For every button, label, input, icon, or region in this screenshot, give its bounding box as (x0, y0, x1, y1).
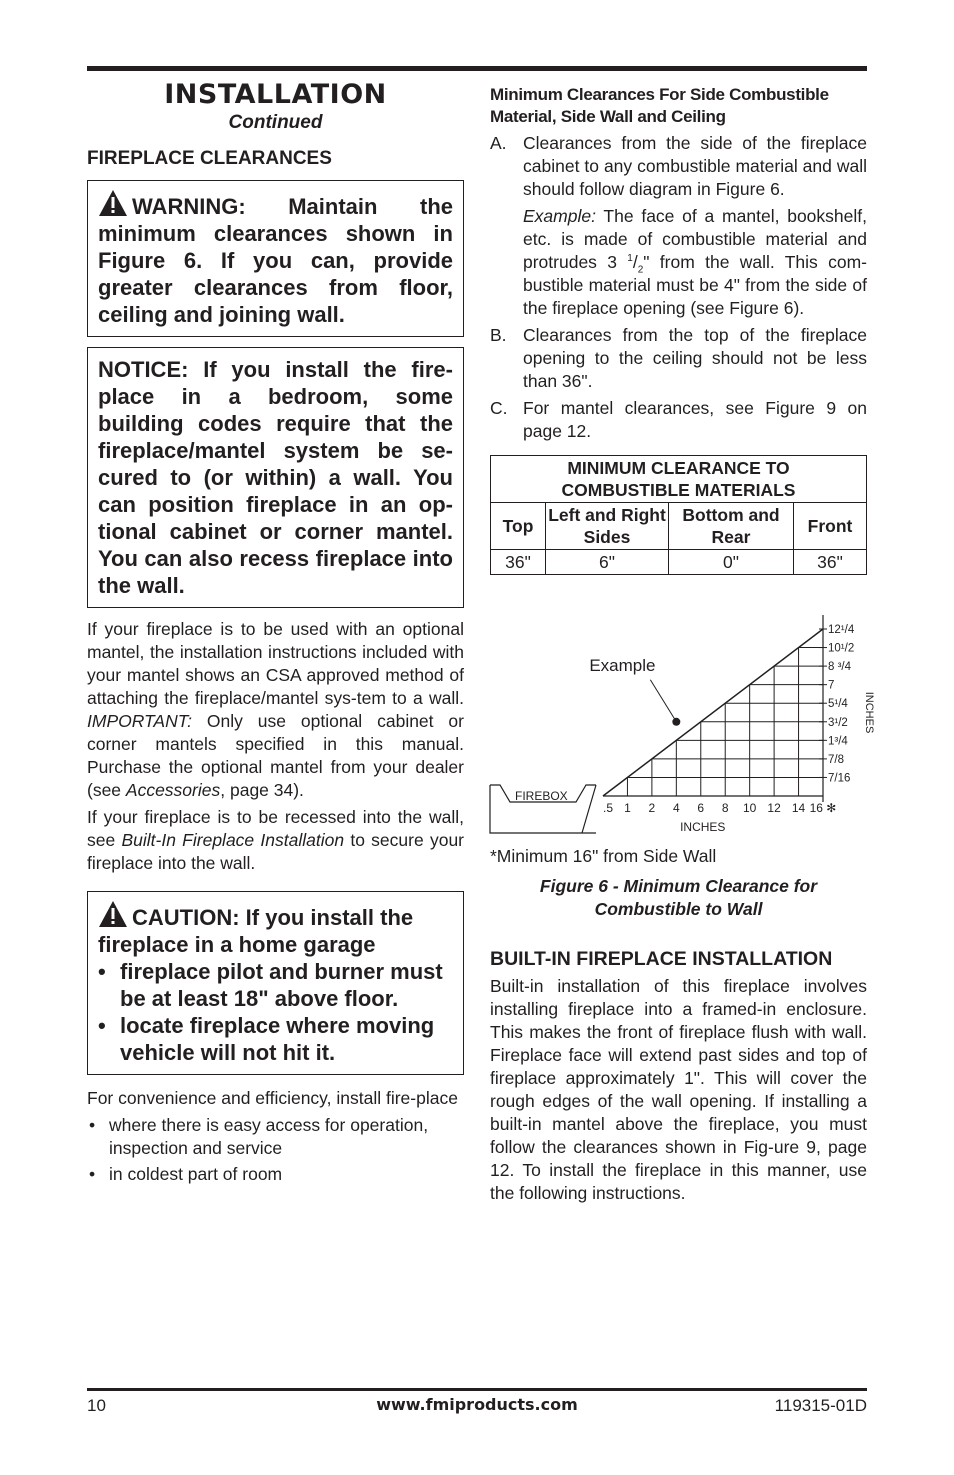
notice-text: NOTICE: If you install the fire-place in a bedroom, some building codes require that the fireplace/mantel system be se-cured to (or within) a wall. You can position fireplace in an op-tional cabinet or corner mantel. You can also recess fireplace into the wall. (98, 357, 453, 598)
important-label: IMPORTANT: (87, 711, 192, 731)
caution-list (98, 958, 453, 1066)
clearance-table (490, 455, 867, 575)
table-row (491, 550, 867, 575)
table-cell: 0" (669, 550, 794, 575)
example-text-1: The face of a mantel, bookshelf, etc. is made of combustible material and protrudes 3 (523, 206, 867, 272)
x-axis-label: INCHES (680, 820, 726, 834)
y-tick-label: 7/8 (828, 753, 844, 766)
caution-lead: CAUTION: If you install the fireplace in a home garage (98, 905, 414, 957)
example-label: Example (589, 655, 656, 675)
list-item-text: where there is easy access for operation, inspection and service (109, 1115, 429, 1158)
mantel-text-3: , page 34). (220, 780, 304, 800)
x-tick-label: 6 (697, 801, 705, 815)
x-tick-label: 1 (624, 801, 631, 815)
footer-url: www.fmiproducts.com (376, 1395, 578, 1414)
mantel-text-2: Only use optional cabinet or corner mantels specified in this manual. Purchase the optional mantel from your dealer (see (87, 711, 464, 800)
item-letter: C. (490, 398, 508, 418)
firebox-label: FIREBOX (515, 789, 568, 803)
table-cell: 6" (546, 550, 669, 575)
builtin-ref: Built-In Fireplace Installation (121, 830, 345, 850)
mantel-paragraph (87, 618, 464, 802)
item-text: Clearances from the top of the fireplace opening to the ceiling should not be less than 36". (523, 325, 867, 391)
x-tick-label: 10 (742, 801, 757, 815)
recess-paragraph (87, 806, 464, 875)
convenience-list (87, 1114, 464, 1186)
x-tick-label: 2 (648, 801, 656, 815)
caution-item: • fireplace pilot and burner must be at least 18" above floor. (98, 959, 443, 1011)
list-item-text: in coldest part of room (109, 1164, 283, 1184)
recess-text-1: If your fireplace is to be recessed into the wall, see (87, 807, 464, 850)
y-tick-label: 7 (828, 679, 835, 692)
figure-footnote: *Minimum 16" from Side Wall (490, 846, 717, 866)
fraction-numerator: 1 (627, 253, 633, 265)
example-leader-line (650, 680, 676, 722)
fraction-denominator: 2 (637, 264, 644, 276)
y-tick-label: 7/16 (828, 772, 851, 785)
y-tick-label: 10¹/2 (828, 642, 855, 655)
clearance-item-b (490, 324, 867, 393)
table-header-row (491, 503, 867, 550)
x-tick-label: 8 (721, 801, 729, 815)
builtin-paragraph: Built-in installation of this fireplace involves installing fireplace into a framed-in enclosure. This makes the front of fireplace flush with wall. Fireplace face will extend past sides and top of fireplace approximately 1". This will cover the rough edges of the wall opening. If installing a built-in mantel above the fireplace, you must follow the clearances shown in Fig-ure 9, page 12. To install the fireplace in this manner, use the following instructions. (490, 976, 867, 1203)
y-axis-label: INCHES (863, 691, 875, 734)
example-text-2: " from the wall. This com-bustible material must be 4" from the side of the fireplace opening (see Figure 6). (523, 252, 867, 318)
notice-box (87, 347, 464, 608)
table-title-line: COMBUSTIBLE MATERIALS (561, 480, 796, 500)
table-cell: 36" (794, 550, 867, 575)
warning-triangle-icon (98, 900, 128, 928)
clearance-list (490, 132, 867, 443)
table-header: Bottom and Rear (669, 503, 794, 550)
example-text: Example: The face of a mantel, bookshelf, etc. is made of combustible material and protrudes 3 $^1/_2$" from the wall. This com-bustible material must be 4" from the side of the fireplace opening (see Figure 6). (523, 206, 867, 318)
item-text: For mantel clearances, see Figure 9 on page 12. (523, 398, 867, 441)
clearance-figure (490, 605, 875, 837)
x-tick-label: 14 (791, 801, 806, 815)
section-continued: Continued (228, 112, 323, 133)
warning-triangle-icon (98, 189, 128, 217)
top-rule (87, 66, 867, 71)
table-title-row (491, 456, 867, 503)
caption-line: Combustible to Wall (594, 899, 763, 919)
x-tick-label: 4 (672, 801, 680, 815)
y-tick-label: 3¹/2 (828, 716, 848, 729)
caption-line: Figure 6 - Minimum Clearance for (539, 876, 818, 896)
item-letter: A. (490, 133, 507, 153)
y-tick-label: 12¹/4 (828, 624, 855, 636)
warning-box (87, 180, 464, 337)
example-label: Example: (523, 206, 596, 226)
side-clearance-heading: Minimum Clearances For Side Combustible Material, Side Wall and Ceiling (490, 85, 829, 126)
left-column (87, 80, 464, 1186)
convenience-intro: For convenience and efficiency, install fire-place (87, 1088, 458, 1108)
clearance-item-a (490, 132, 867, 320)
table-header: Top (491, 503, 546, 550)
bottom-rule (87, 1388, 867, 1391)
clearance-item-c (490, 397, 867, 443)
figure-caption (490, 875, 867, 921)
y-tick-label: 5¹/4 (828, 698, 848, 711)
table-title-line: MINIMUM CLEARANCE TO (567, 458, 790, 478)
section-title: INSTALLATION (164, 79, 387, 110)
caution-item-text: locate fireplace where moving vehicle will not hit it. (120, 1013, 435, 1065)
table-header: Front (794, 503, 867, 550)
list-item: • in coldest part of room (89, 1164, 283, 1184)
y-tick-label: 1³/4 (828, 735, 848, 748)
caution-item-text: fireplace pilot and burner must be at least 18" above floor. (120, 959, 443, 1011)
accessories-ref: Accessories (125, 780, 221, 800)
table-title (491, 456, 867, 503)
mantel-text-1: If your fireplace is to be used with an optional mantel, the installation instructions included with your mantel shows an CSA approved method of attaching the fireplace/mantel sys-tem to a wall. (87, 619, 464, 708)
x-tick-label: .5 (603, 801, 614, 815)
y-tick-label: 8 ³/4 (828, 661, 852, 674)
warning-text: WARNING: Maintain the minimum clearances shown in Figure 6. If you can, provide greater clearances from floor, ceiling and joining wall. (98, 194, 453, 327)
clearance-chart (490, 605, 875, 837)
right-column (490, 84, 875, 1205)
document-number: 119315-01D (774, 1396, 867, 1415)
list-item: • where there is easy access for operation, inspection and service (89, 1115, 429, 1158)
caution-box (87, 891, 464, 1075)
x-tick-label: 16 ✻ (809, 801, 837, 815)
table-cell: 36" (491, 550, 546, 575)
subsection-title: FIREPLACE CLEARANCES (87, 148, 332, 169)
item-text: Clearances from the side of the fireplace cabinet to any combustible material and wall should follow diagram in Figure 6. (523, 133, 867, 199)
item-letter: B. (490, 325, 507, 345)
x-tick-label: 12 (767, 801, 781, 815)
builtin-heading: BUILT-IN FIREPLACE INSTALLATION (490, 948, 833, 970)
clearance-diagonal-line (603, 629, 823, 796)
page-number: 10 (87, 1396, 106, 1415)
table-header: Left and Right Sides (546, 503, 669, 550)
recess-text-2: to secure your fireplace into the wall. (87, 830, 464, 873)
caution-item: • locate fireplace where moving vehicle will not hit it. (98, 1013, 435, 1065)
